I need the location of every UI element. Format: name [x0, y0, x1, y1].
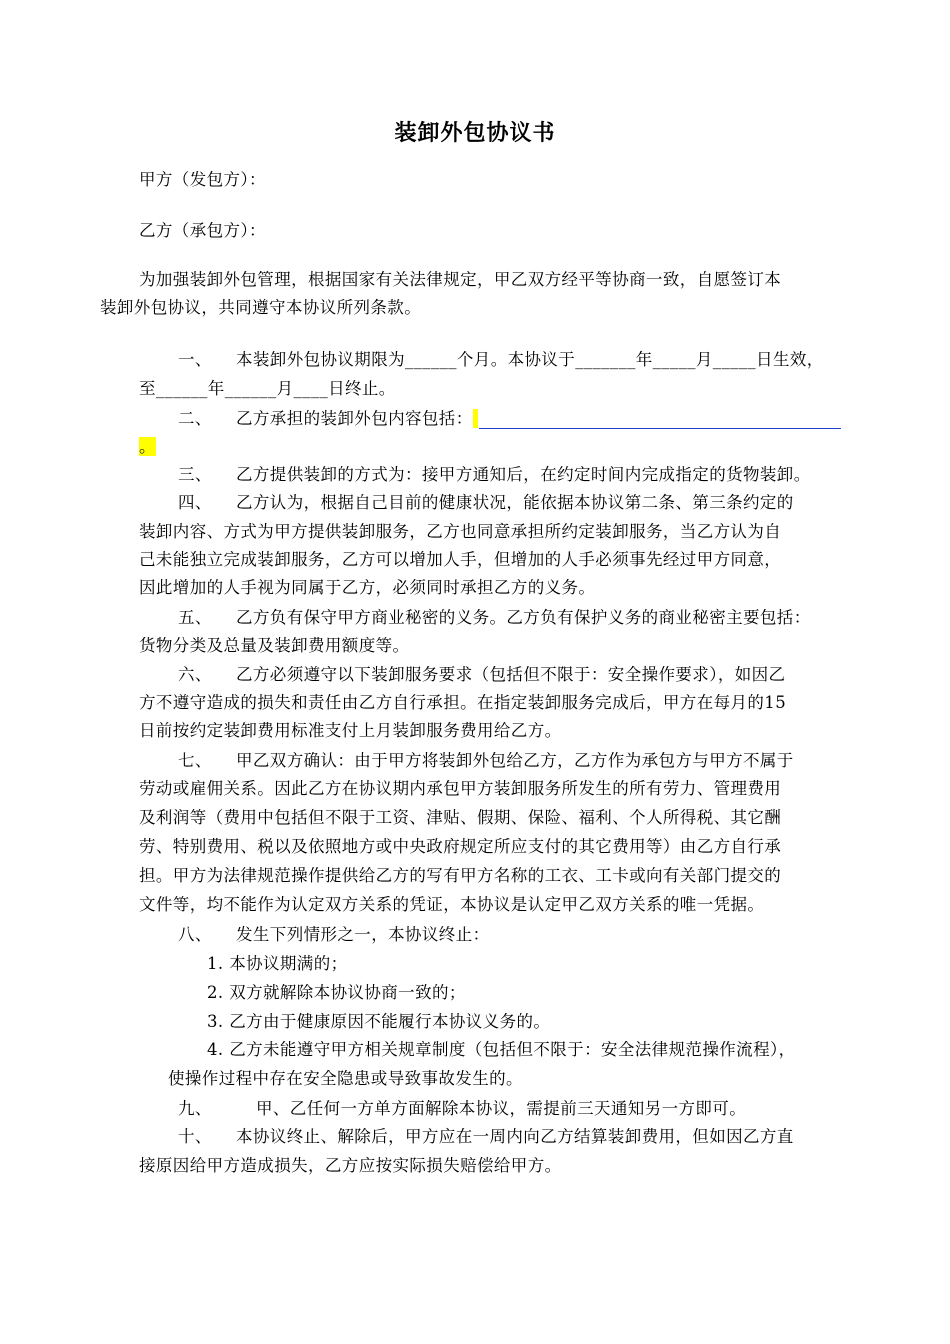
- clause-10-line-1: 本协议终止、解除后，甲方应在一周内向乙方结算装卸费用，但如因乙方直: [236, 1127, 794, 1146]
- clause-8-item-1: 1. 本协议期满的；: [207, 954, 348, 973]
- clause-4-line-2: 装卸内容、方式为甲方提供装卸服务，乙方也同意承担所约定装卸服务，当乙方认为自: [139, 522, 782, 541]
- clause-2-number: 二、: [178, 409, 212, 428]
- clause-2-text: 乙方承担的装卸外包内容包括：: [236, 409, 473, 428]
- clause-7-line-1: 甲乙双方确认：由于甲方将装卸外包给乙方，乙方作为承包方与甲方不属于: [236, 751, 794, 770]
- party-a-label: 甲方（发包方）：: [139, 170, 266, 189]
- clause-2-period: 。: [139, 437, 156, 456]
- clause-7-line-4: 劳、特别费用、税以及依照地方或中央政府规定所应支付的其它费用等）由乙方自行承: [139, 837, 782, 856]
- clause-7-line-3: 及利润等（费用中包括但不限于工资、津贴、假期、保险、福利、个人所得税、其它酬: [139, 808, 782, 827]
- clause-8-item-4-line-2: 使操作过程中存在安全隐患或导致事故发生的。: [168, 1069, 523, 1088]
- clause-2-line-2: [139, 437, 156, 457]
- document-title: 装卸外包协议书: [394, 121, 556, 146]
- clause-4-number: 四、: [178, 493, 212, 512]
- content-fill-underline[interactable]: [479, 411, 841, 429]
- clause-5-line-1: 乙方负有保守甲方商业秘密的义务。乙方负有保护义务的商业秘密主要包括：: [236, 608, 811, 627]
- clause-1-line-1: 本装卸外包协议期限为______个月。本协议于_______年_____月_____日生效，: [236, 350, 824, 369]
- clause-2-line-1: [236, 409, 841, 429]
- clause-9-number: 九、: [178, 1099, 212, 1118]
- party-b-label: 乙方（承包方）：: [139, 221, 266, 240]
- clause-7-line-5: 担。甲方为法律规范操作提供给乙方的写有甲方名称的工衣、工卡或向有关部门提交的: [139, 866, 782, 885]
- clause-8-item-4-line-1: 4. 乙方未能遵守甲方相关规章制度（包括但不限于：安全法律规范操作流程），: [207, 1040, 796, 1059]
- clause-4-line-4: 因此增加的人手视为同属于乙方，必须同时承担乙方的义务。: [139, 578, 596, 597]
- clause-6-line-2: 方不遵守造成的损失和责任由乙方自行承担。在指定装卸服务完成后，甲方在每月的15: [139, 693, 787, 712]
- clause-8-item-3: 3. 乙方由于健康原因不能履行本协议义务的。: [207, 1012, 551, 1031]
- clause-7-line-6: 文件等，均不能作为认定双方关系的凭证，本协议是认定甲乙双方关系的唯一凭据。: [139, 895, 765, 914]
- clause-10-number: 十、: [178, 1127, 212, 1146]
- intro-line-2: 装卸外包协议，共同遵守本协议所列条款。: [100, 298, 422, 317]
- clause-7-number: 七、: [178, 751, 212, 770]
- clause-10-line-2: 接原因给甲方造成损失，乙方应按实际损失赔偿给甲方。: [139, 1156, 562, 1175]
- clause-4-line-1: 乙方认为，根据自己目前的健康状况，能依据本协议第二条、第三条约定的: [236, 493, 794, 512]
- clause-3-number: 三、: [178, 465, 212, 484]
- clause-1-number: 一、: [178, 350, 212, 369]
- intro-line-1: 为加强装卸外包管理，根据国家有关法律规定，甲乙双方经平等协商一致，自愿签订本: [139, 270, 782, 289]
- clause-6-number: 六、: [178, 665, 212, 684]
- clause-5-number: 五、: [178, 608, 212, 627]
- clause-7-line-2: 劳动或雇佣关系。因此乙方在协议期内承包甲方装卸服务所发生的所有劳力、管理费用: [139, 779, 782, 798]
- clause-3-line-1: 乙方提供装卸的方式为：接甲方通知后，在约定时间内完成指定的货物装卸。: [236, 465, 811, 484]
- clause-9-line-1: 甲、乙任何一方单方面解除本协议，需提前三天通知另一方即可。: [256, 1099, 747, 1118]
- highlight-marker: [473, 409, 479, 428]
- clause-8-line-1: 发生下列情形之一，本协议终止：: [236, 925, 490, 944]
- clause-5-line-2: 货物分类及总量及装卸费用额度等。: [139, 636, 410, 655]
- clause-8-number: 八、: [178, 925, 212, 944]
- clause-4-line-3: 己未能独立完成装卸服务，乙方可以增加人手，但增加的人手必须事先经过甲方同意，: [139, 550, 782, 569]
- clause-6-line-3: 日前按约定装卸费用标准支付上月装卸服务费用给乙方。: [139, 721, 562, 740]
- clause-1-line-2: 至______年______月____日终止。: [139, 379, 396, 398]
- clause-6-line-1: 乙方必须遵守以下装卸服务要求（包括但不限于：安全操作要求），如因乙: [236, 665, 786, 684]
- clause-8-item-2: 2. 双方就解除本协议协商一致的；: [207, 983, 466, 1002]
